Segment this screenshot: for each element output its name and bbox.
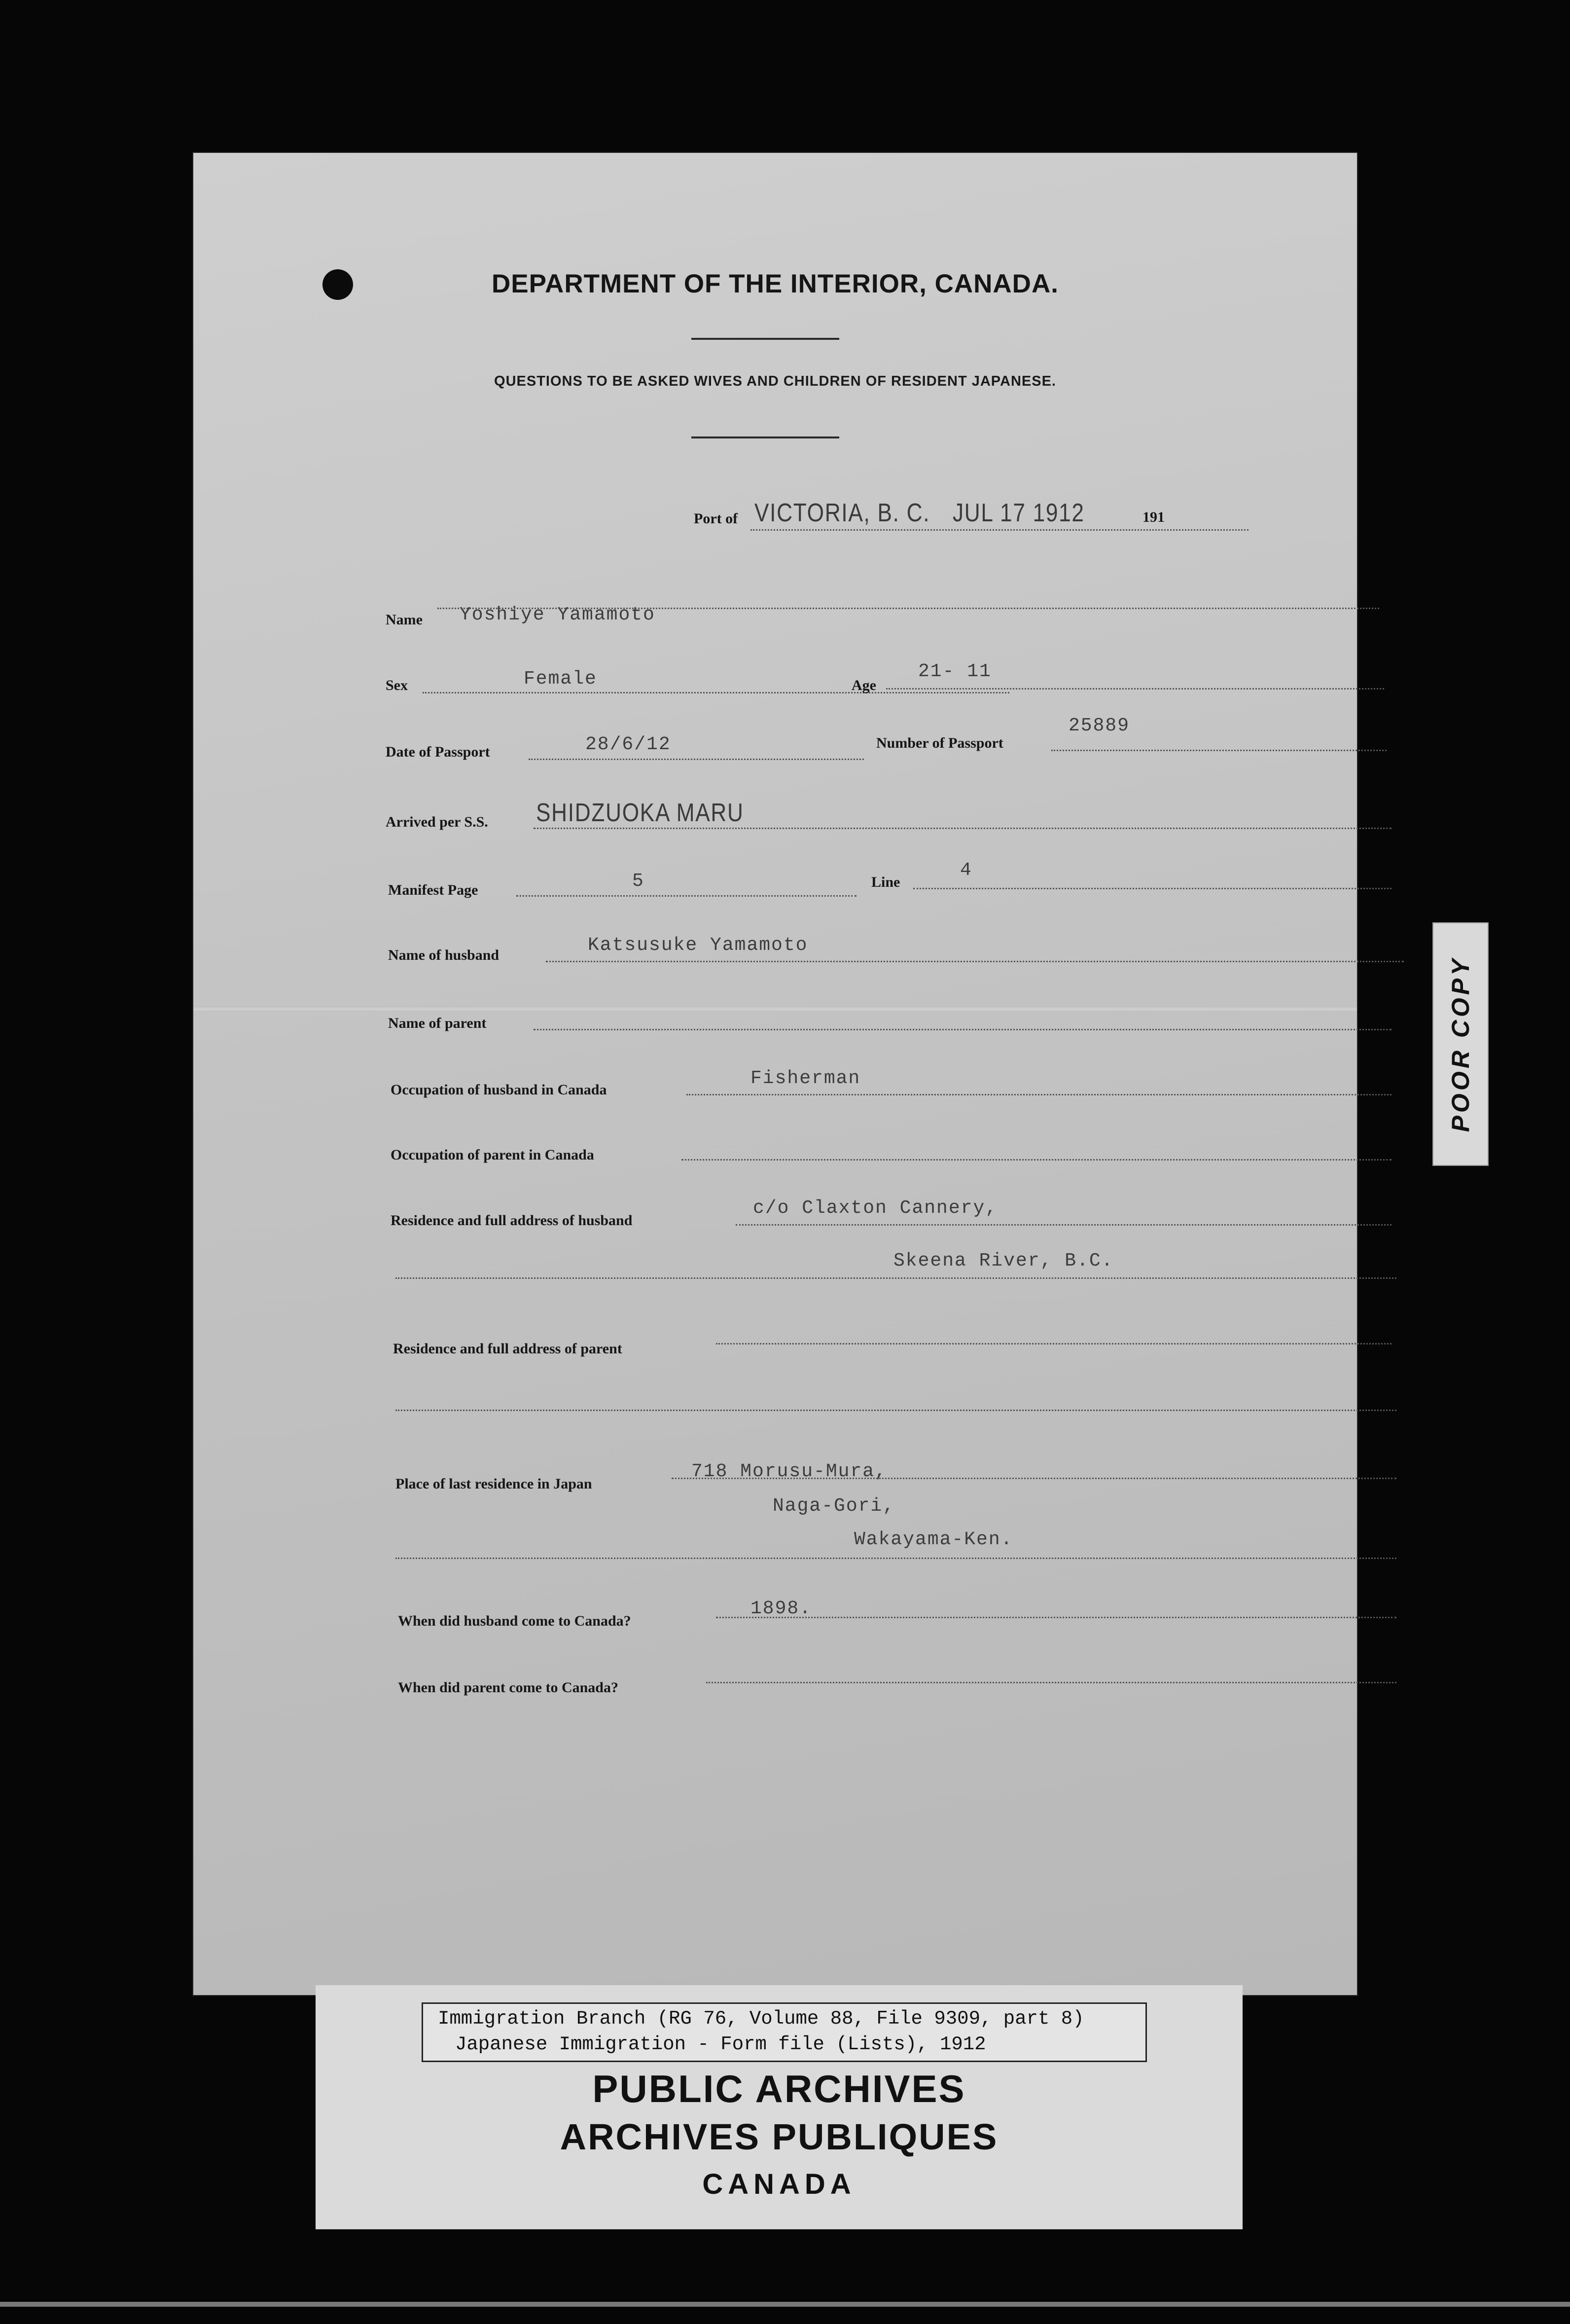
archive-name-english: PUBLIC ARCHIVES — [592, 2067, 966, 2110]
husband-residence-line2: Skeena River, B.C. — [893, 1250, 1114, 1271]
archive-reference-card — [316, 1985, 1243, 2229]
parent-occupation-label: Occupation of parent in Canada — [391, 1147, 594, 1163]
husband-name-value: Katsusuke Yamamoto — [588, 935, 808, 956]
sex-value: Female — [524, 668, 597, 690]
age-label: Age — [852, 677, 876, 693]
husband-arrival-value: 1898. — [750, 1598, 812, 1619]
husband-name-label: Name of husband — [388, 947, 500, 963]
arrived-label: Arrived per S.S. — [386, 814, 488, 830]
poor-copy-text: POOR COPY — [1447, 956, 1474, 1132]
immigration-form — [193, 153, 1357, 1995]
husband-occupation-value: Fisherman — [750, 1068, 861, 1089]
archive-name-french: ARCHIVES PUBLIQUES — [560, 2116, 999, 2157]
file-reference-line-2: Japanese Immigration - Form file (Lists), 1912 — [455, 2034, 986, 2055]
manifest-page-value: 5 — [632, 871, 644, 892]
husband-arrival-label: When did husband come to Canada? — [398, 1613, 631, 1629]
subtitle-divider — [691, 436, 839, 438]
last-residence-line1: 718 Morusu-Mura, — [691, 1461, 887, 1482]
manifest-page-label: Manifest Page — [388, 882, 478, 898]
passport-date-label: Date of Passport — [386, 744, 490, 760]
last-residence-line3: Wakayama-Ken. — [854, 1529, 1013, 1550]
date-stamp: JUL 17 1912 — [953, 499, 1085, 527]
port-label: Port of — [694, 510, 738, 527]
passport-number-label: Number of Passport — [876, 735, 1003, 751]
husband-occupation-label: Occupation of husband in Canada — [391, 1082, 607, 1098]
year-prefix: 191 — [1142, 509, 1165, 525]
line-value: 4 — [960, 860, 972, 881]
last-residence-label: Place of last residence in Japan — [395, 1476, 592, 1492]
parent-name-label: Name of parent — [388, 1015, 487, 1031]
passport-date-value: 28/6/12 — [585, 734, 671, 755]
parent-arrival-label: When did parent come to Canada? — [398, 1679, 618, 1696]
archive-country: CANADA — [702, 2168, 856, 2200]
department-title: DEPARTMENT OF THE INTERIOR, CANADA. — [492, 269, 1059, 298]
film-edge-strip — [0, 2302, 1570, 2307]
parent-residence-label: Residence and full address of parent — [393, 1341, 622, 1357]
file-reference-box — [422, 2002, 1147, 2062]
line-label: Line — [871, 874, 900, 890]
name-label: Name — [386, 612, 423, 628]
husband-residence-line1: c/o Claxton Cannery, — [753, 1198, 998, 1219]
sex-label: Sex — [386, 677, 408, 693]
form-subtitle: QUESTIONS TO BE ASKED WIVES AND CHILDREN OF RESIDENT JAPANESE. — [494, 373, 1056, 389]
last-residence-line2: Naga-Gori, — [773, 1495, 895, 1517]
paper-fold-crease — [193, 1006, 1357, 1012]
ship-name-stamp: SHIDZUOKA MARU — [536, 799, 744, 827]
passport-number-value: 25889 — [1069, 715, 1130, 736]
title-divider — [691, 338, 839, 340]
poor-copy-tag — [1432, 922, 1489, 1166]
file-reference-line-1: Immigration Branch (RG 76, Volume 88, File 9309, part 8) — [438, 2008, 1084, 2030]
husband-residence-label: Residence and full address of husband — [391, 1212, 633, 1229]
port-stamp: VICTORIA, B. C. — [754, 499, 930, 527]
name-value: Yoshiye Yamamoto — [460, 604, 655, 625]
age-value: 21- 11 — [918, 661, 992, 682]
